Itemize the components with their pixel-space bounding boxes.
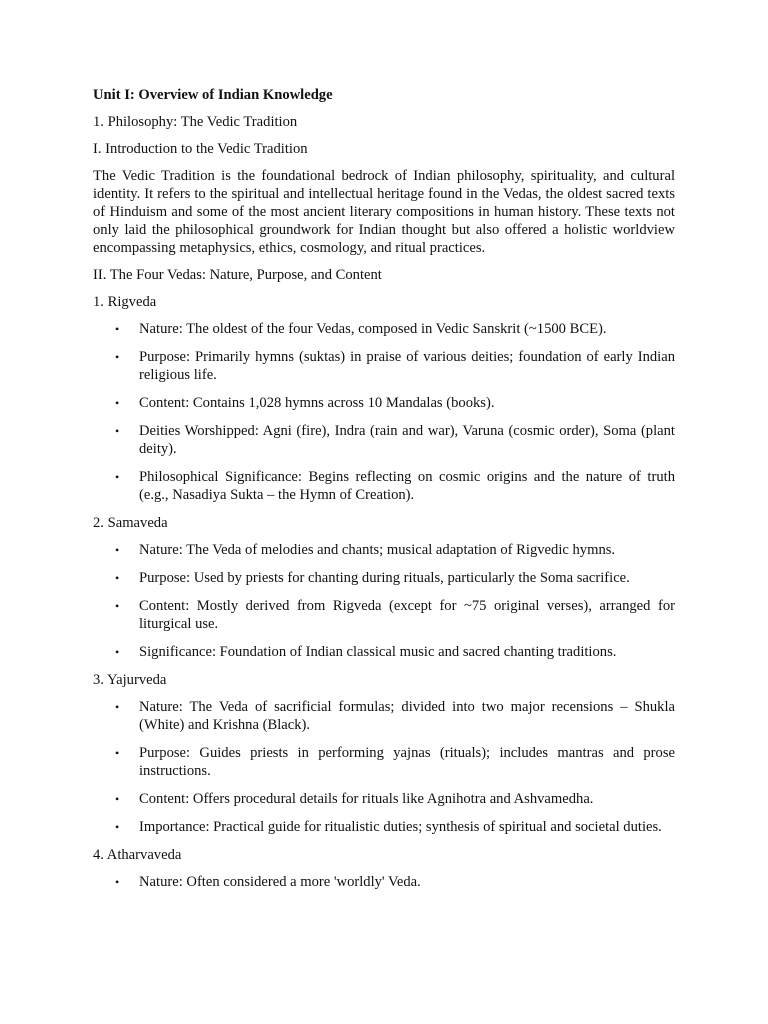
list-item xyxy=(93,744,675,780)
document-title: Unit I: Overview of Indian Knowledge xyxy=(93,87,333,103)
list-item xyxy=(93,818,675,836)
rigveda-list xyxy=(93,320,675,504)
list-item xyxy=(93,348,675,384)
list-item-text: Philosophical Significance: Begins reflecting on cosmic origins and the nature of truth (e.g., Nasadiya Sukta – the Hymn of Creation). xyxy=(139,469,675,503)
yajurveda-list xyxy=(93,698,675,836)
list-item-text: Importance: Practical guide for ritualistic duties; synthesis of spiritual and societal duties. xyxy=(139,819,662,835)
document-page xyxy=(93,86,675,901)
list-item-text: Significance: Foundation of Indian classical music and sacred chanting traditions. xyxy=(139,644,617,660)
list-item-text: Nature: Often considered a more 'worldly' Veda. xyxy=(139,874,421,890)
list-item-text: Purpose: Primarily hymns (suktas) in praise of various deities; foundation of early Indian religious life. xyxy=(139,349,675,383)
list-item-text: Nature: The Veda of melodies and chants; musical adaptation of Rigvedic hymns. xyxy=(139,542,616,558)
list-item xyxy=(93,422,675,458)
list-item-text: Content: Mostly derived from Rigveda (except for ~75 original verses), arranged for liturgical use. xyxy=(139,598,675,632)
list-item xyxy=(93,394,675,412)
list-item xyxy=(93,597,675,633)
list-item-text: Nature: The Veda of sacrificial formulas; divided into two major recensions – Shukla (White) and Krishna (Black). xyxy=(139,699,675,733)
bullet-icon: • xyxy=(115,350,120,364)
intro-heading: I. Introduction to the Vedic Tradition xyxy=(93,141,308,157)
bullet-icon: • xyxy=(115,820,120,834)
list-item-text: Purpose: Guides priests in performing yajnas (rituals); includes mantras and prose instructions. xyxy=(139,745,675,779)
bullet-icon: • xyxy=(115,396,120,410)
bullet-icon: • xyxy=(115,645,120,659)
bullet-icon: • xyxy=(115,571,120,585)
veda-heading-rigveda: 1. Rigveda xyxy=(93,294,157,310)
list-item xyxy=(93,569,675,587)
veda-heading-samaveda: 2. Samaveda xyxy=(93,515,168,531)
list-item xyxy=(93,698,675,734)
list-item xyxy=(93,541,675,559)
bullet-icon: • xyxy=(115,792,120,806)
list-item-text: Purpose: Used by priests for chanting during rituals, particularly the Soma sacrifice. xyxy=(139,570,630,586)
list-item xyxy=(93,873,675,891)
list-item xyxy=(93,643,675,661)
bullet-icon: • xyxy=(115,700,120,714)
list-item-text: Content: Offers procedural details for rituals like Agnihotra and Ashvamedha. xyxy=(139,791,594,807)
bullet-icon: • xyxy=(115,424,120,438)
bullet-icon: • xyxy=(115,746,120,760)
samaveda-list xyxy=(93,541,675,661)
atharvaveda-list xyxy=(93,873,675,891)
bullet-icon: • xyxy=(115,599,120,613)
intro-paragraph: The Vedic Tradition is the foundational bedrock of Indian philosophy, spirituality, and cultural identity. It refers to the spiritual and intellectual heritage found in the Vedas, the oldest sacred texts of Hinduism and some of the most ancient literary compositions in human history. These texts not only laid the philosophical groundwork for Indian thought but also offered a holistic worldview encompassing metaphysics, ethics, cosmology, and ritual practices. xyxy=(93,168,675,256)
bullet-icon: • xyxy=(115,543,120,557)
bullet-icon: • xyxy=(115,875,120,889)
list-item xyxy=(93,468,675,504)
four-vedas-heading: II. The Four Vedas: Nature, Purpose, and Content xyxy=(93,267,382,283)
list-item-text: Content: Contains 1,028 hymns across 10 Mandalas (books). xyxy=(139,395,495,411)
list-item-text: Deities Worshipped: Agni (fire), Indra (rain and war), Varuna (cosmic order), Soma (plant deity). xyxy=(139,423,675,457)
veda-heading-atharvaveda: 4. Atharvaveda xyxy=(93,847,182,863)
list-item xyxy=(93,320,675,338)
veda-heading-yajurveda: 3. Yajurveda xyxy=(93,672,167,688)
bullet-icon: • xyxy=(115,470,120,484)
section-heading: 1. Philosophy: The Vedic Tradition xyxy=(93,114,298,130)
list-item xyxy=(93,790,675,808)
list-item-text: Nature: The oldest of the four Vedas, composed in Vedic Sanskrit (~1500 BCE). xyxy=(139,321,607,337)
bullet-icon: • xyxy=(115,322,120,336)
